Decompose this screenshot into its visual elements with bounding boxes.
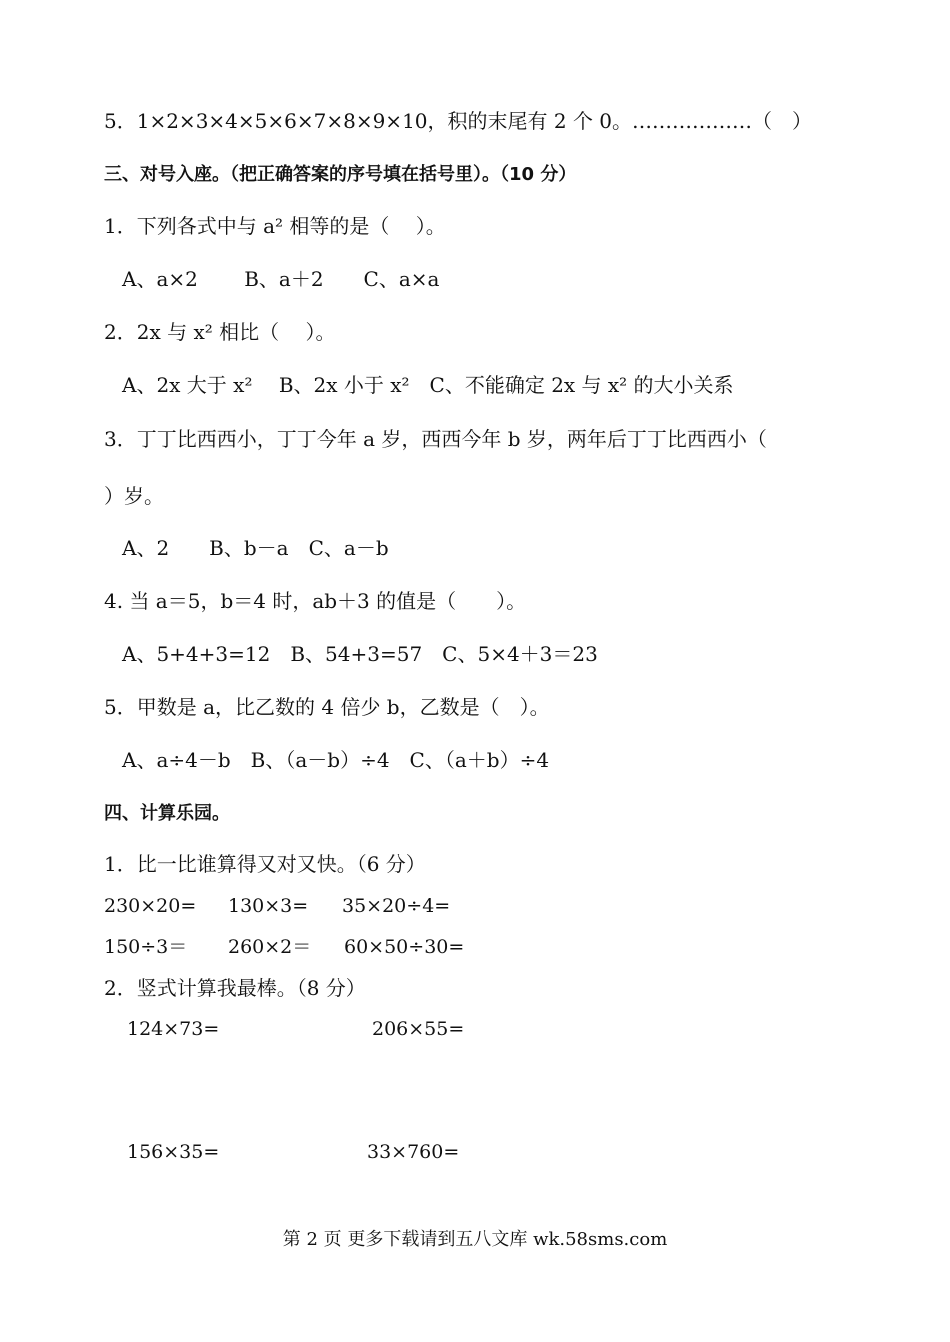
oral-calc-item: 230×20= xyxy=(104,895,197,917)
oral-calc-item: 60×50÷30= xyxy=(344,936,465,958)
question-3-3-line1: 3．丁丁比西西小，丁丁今年 a 岁，西西今年 b 岁，两年后丁丁比西西小（ xyxy=(104,427,767,451)
subquestion-4-2: 2．竖式计算我最棒。（8 分） xyxy=(104,976,366,1000)
page-footer: 第 2 页 更多下载请到五八文库 wk.58sms.com xyxy=(282,1229,668,1250)
vertical-calc-item: 33×760= xyxy=(367,1141,460,1163)
oral-calc-item: 150÷3＝ xyxy=(104,936,188,958)
question-3-5: 5．甲数是 a，比乙数的 4 倍少 b，乙数是（ ）。 xyxy=(104,695,550,719)
subquestion-4-1: 1．比一比谁算得又对又快。（6 分） xyxy=(104,852,426,876)
vertical-calc-item: 156×35= xyxy=(127,1141,220,1163)
oral-calc-item: 260×2＝ xyxy=(228,936,312,958)
question-3-1-options: A、a×2 B、a＋2 C、a×a xyxy=(122,267,440,291)
vertical-calc-item: 124×73= xyxy=(127,1018,220,1040)
oral-calc-item: 130×3= xyxy=(228,895,309,917)
question-3-2-options: A、2x 大于 x² B、2x 小于 x² C、不能确定 2x 与 x² 的大小关系 xyxy=(122,373,734,397)
vertical-calc-item: 206×55= xyxy=(372,1018,465,1040)
question-p2-5: 5．1×2×3×4×5×6×7×8×9×10，积的末尾有 2 个 0。………………（ ） xyxy=(104,109,813,133)
question-3-3-line2: ）岁。 xyxy=(104,484,164,508)
section-3-heading: 三、对号入座。（把正确答案的序号填在括号里）。（10 分） xyxy=(104,164,577,185)
question-3-2: 2．2x 与 x² 相比（ ）。 xyxy=(104,320,336,344)
question-3-4-options: A、5+4+3=12 B、54+3=57 C、5×4＋3＝23 xyxy=(122,642,598,666)
question-3-5-options: A、a÷4－b B、（a－b）÷4 C、（a＋b）÷4 xyxy=(122,748,550,772)
question-3-3-options: A、2 B、b－a C、a－b xyxy=(122,536,389,560)
question-3-4: 4. 当 a＝5，b＝4 时，ab＋3 的值是（ ）。 xyxy=(104,589,527,613)
oral-calc-item: 35×20÷4= xyxy=(342,895,451,917)
question-3-1: 1．下列各式中与 a² 相等的是（ ）。 xyxy=(104,214,446,238)
section-4-heading: 四、计算乐园。 xyxy=(104,803,230,824)
